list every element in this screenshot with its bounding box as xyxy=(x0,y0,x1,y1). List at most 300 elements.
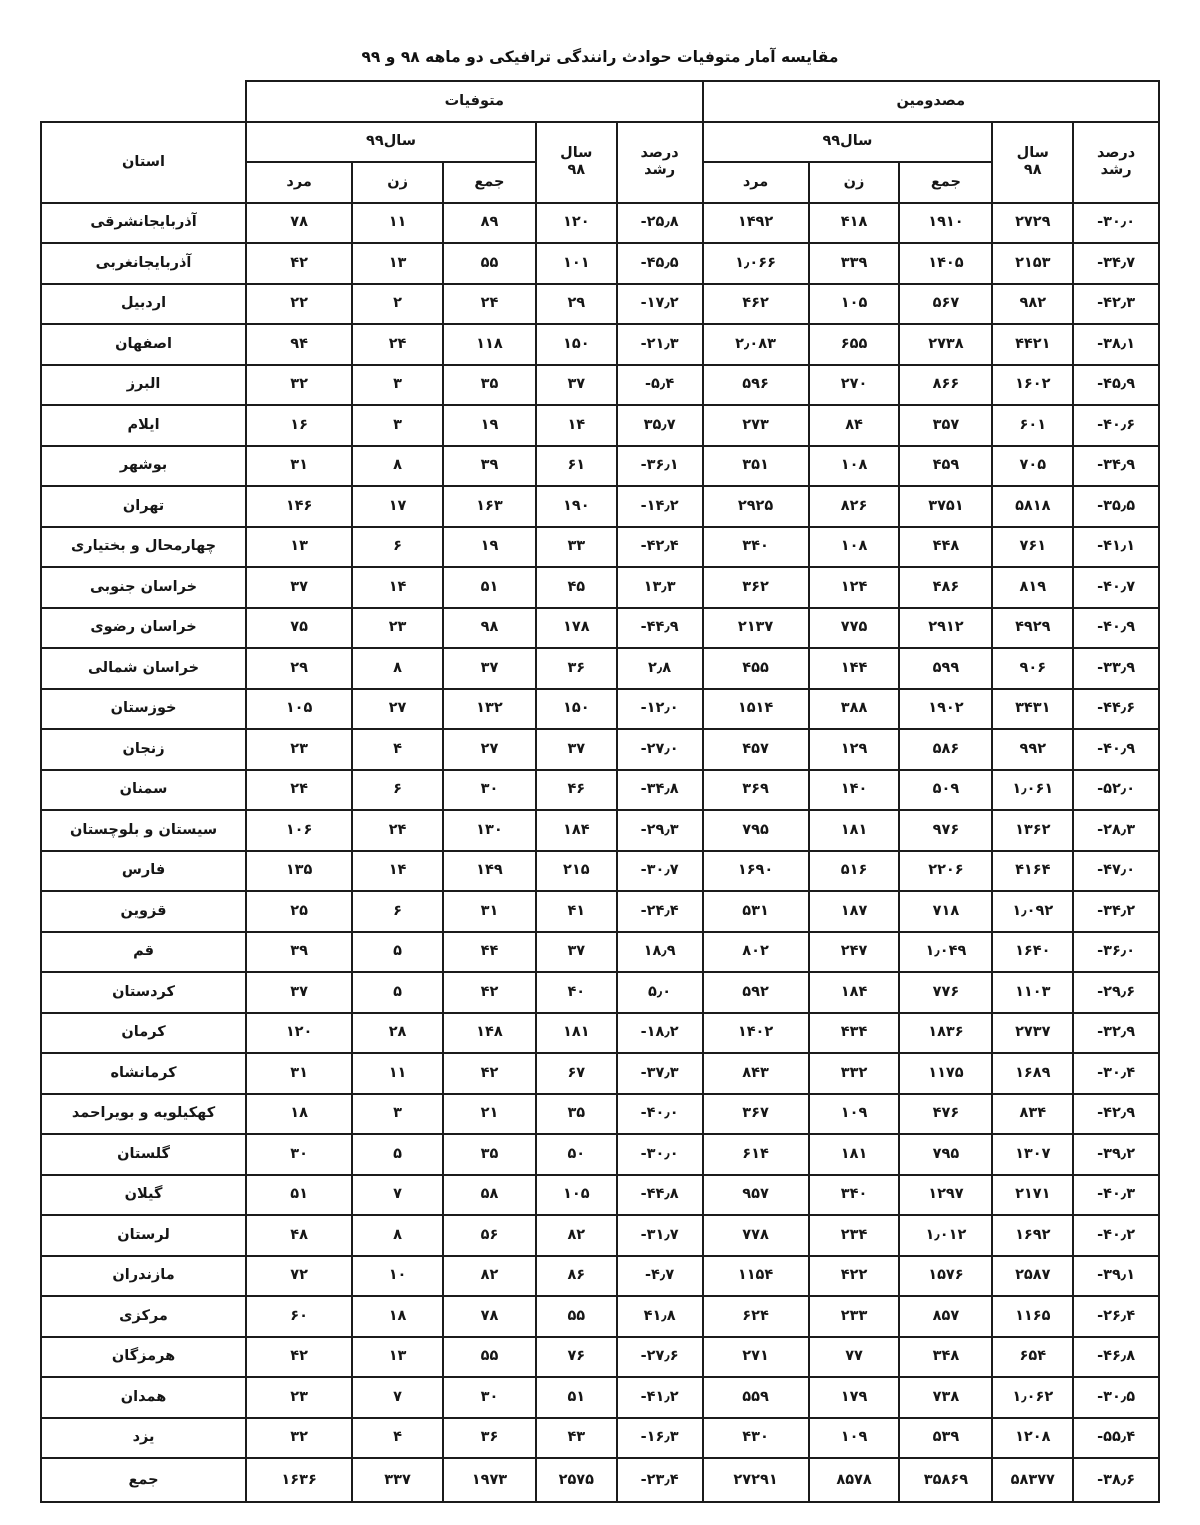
cell-injured-female: ۱۸۱ xyxy=(809,810,900,851)
header-injured-female: زن xyxy=(809,162,900,203)
cell-deaths-growth: ۱۸٫۹ xyxy=(617,932,703,973)
cell-deaths-year98: ۱۴ xyxy=(536,405,617,446)
header-deaths-year99: سال۹۹ xyxy=(246,122,536,163)
cell-injured-female: ۲۳۴ xyxy=(809,1215,900,1256)
cell-deaths-female: ۱۴ xyxy=(352,567,443,608)
table-row xyxy=(41,1377,1159,1418)
total-injured-year98: ۵۸۳۷۷ xyxy=(992,1458,1073,1502)
cell-deaths-year98: ۳۷ xyxy=(536,365,617,406)
cell-injured-male: ۵۹۲ xyxy=(703,972,809,1013)
cell-injured-sum: ۱٫۰۱۲ xyxy=(899,1215,992,1256)
cell-injured-female: ۴۳۴ xyxy=(809,1013,900,1054)
cell-province: لرستان xyxy=(41,1215,246,1256)
cell-deaths-female: ۲۳ xyxy=(352,608,443,649)
cell-deaths-male: ۳۲ xyxy=(246,1418,352,1459)
group-header-deaths: متوفیات xyxy=(246,81,702,122)
cell-deaths-growth: ۱۶٫۳- xyxy=(617,1418,703,1459)
cell-injured-female: ۶۵۵ xyxy=(809,324,900,365)
cell-deaths-female: ۴ xyxy=(352,729,443,770)
cell-province: گلستان xyxy=(41,1134,246,1175)
table-row xyxy=(41,567,1159,608)
cell-deaths-female: ۲۴ xyxy=(352,810,443,851)
cell-injured-sum: ۵۸۶ xyxy=(899,729,992,770)
cell-province: گیلان xyxy=(41,1175,246,1216)
cell-injured-year98: ۵۸۱۸ xyxy=(992,486,1073,527)
cell-deaths-growth: ۲۷٫۰- xyxy=(617,729,703,770)
cell-injured-growth: ۴۰٫۹- xyxy=(1073,608,1159,649)
table-row xyxy=(41,1175,1159,1216)
cell-deaths-year98: ۱۷۸ xyxy=(536,608,617,649)
table-row xyxy=(41,405,1159,446)
header-injured-growth-line1: درصد xyxy=(1096,145,1136,162)
cell-deaths-year98: ۴۵ xyxy=(536,567,617,608)
cell-injured-growth: ۴۵٫۹- xyxy=(1073,365,1159,406)
cell-province: خراسان رضوی xyxy=(41,608,246,649)
table-body xyxy=(41,203,1159,1503)
table-row xyxy=(41,284,1159,325)
cell-province: خوزستان xyxy=(41,689,246,730)
cell-province: هرمزگان xyxy=(41,1337,246,1378)
table-row xyxy=(41,365,1159,406)
cell-injured-growth: ۲۹٫۶- xyxy=(1073,972,1159,1013)
cell-injured-sum: ۵۳۹ xyxy=(899,1418,992,1459)
cell-deaths-female: ۸ xyxy=(352,648,443,689)
cell-injured-sum: ۳۷۵۱ xyxy=(899,486,992,527)
cell-deaths-female: ۴ xyxy=(352,1418,443,1459)
cell-deaths-male: ۷۲ xyxy=(246,1256,352,1297)
cell-deaths-year98: ۲۱۵ xyxy=(536,851,617,892)
cell-injured-female: ۱۰۹ xyxy=(809,1094,900,1135)
cell-injured-year98: ۸۱۹ xyxy=(992,567,1073,608)
cell-injured-female: ۱۸۴ xyxy=(809,972,900,1013)
cell-injured-female: ۱۰۹ xyxy=(809,1418,900,1459)
cell-province: فارس xyxy=(41,851,246,892)
table-container xyxy=(0,80,1200,1503)
cell-deaths-year98: ۳۵ xyxy=(536,1094,617,1135)
cell-deaths-sum: ۳۰ xyxy=(443,770,536,811)
cell-deaths-male: ۷۵ xyxy=(246,608,352,649)
total-injured-sum: ۳۵۸۶۹ xyxy=(899,1458,992,1502)
table-total-row xyxy=(41,1458,1159,1502)
header-year-row xyxy=(41,122,1159,163)
table-row xyxy=(41,972,1159,1013)
cell-deaths-growth: ۱۴٫۲- xyxy=(617,486,703,527)
table-row xyxy=(41,648,1159,689)
table-row xyxy=(41,891,1159,932)
cell-deaths-growth: ۴۴٫۹- xyxy=(617,608,703,649)
cell-province: اردبیل xyxy=(41,284,246,325)
cell-deaths-growth: ۳۵٫۷ xyxy=(617,405,703,446)
table-row xyxy=(41,1337,1159,1378)
cell-deaths-growth: ۲۵٫۸- xyxy=(617,203,703,244)
cell-injured-growth: ۳۹٫۲- xyxy=(1073,1134,1159,1175)
cell-deaths-sum: ۱۳۰ xyxy=(443,810,536,851)
cell-deaths-year98: ۱۰۵ xyxy=(536,1175,617,1216)
cell-deaths-growth: ۲۴٫۴- xyxy=(617,891,703,932)
cell-deaths-male: ۱۰۵ xyxy=(246,689,352,730)
cell-deaths-sum: ۵۱ xyxy=(443,567,536,608)
cell-injured-growth: ۳۲٫۹- xyxy=(1073,1013,1159,1054)
cell-injured-male: ۷۷۸ xyxy=(703,1215,809,1256)
cell-deaths-female: ۷ xyxy=(352,1175,443,1216)
header-deaths-year98-line2: ۹۸ xyxy=(567,162,586,178)
cell-injured-female: ۳۸۸ xyxy=(809,689,900,730)
cell-deaths-female: ۳ xyxy=(352,365,443,406)
cell-deaths-male: ۳۱ xyxy=(246,1053,352,1094)
cell-injured-sum: ۱۹۱۰ xyxy=(899,203,992,244)
cell-deaths-sum: ۵۶ xyxy=(443,1215,536,1256)
cell-deaths-male: ۴۸ xyxy=(246,1215,352,1256)
cell-injured-sum: ۱۵۷۶ xyxy=(899,1256,992,1297)
cell-injured-sum: ۲۹۱۲ xyxy=(899,608,992,649)
cell-injured-male: ۳۶۹ xyxy=(703,770,809,811)
table-row xyxy=(41,527,1159,568)
cell-deaths-sum: ۱۶۳ xyxy=(443,486,536,527)
cell-province: مرکزی xyxy=(41,1296,246,1337)
cell-injured-female: ۸۴ xyxy=(809,405,900,446)
cell-injured-male: ۸۰۲ xyxy=(703,932,809,973)
total-deaths-male: ۱۶۳۶ xyxy=(246,1458,352,1502)
page-title: مقایسه آمار متوفیات حوادث رانندگی ترافیکی دو ماهه ۹۸ و ۹۹ xyxy=(361,48,839,66)
header-injured-year99: سال۹۹ xyxy=(703,122,993,163)
cell-injured-male: ۲٫۰۸۳ xyxy=(703,324,809,365)
cell-deaths-year98: ۱۰۱ xyxy=(536,243,617,284)
cell-province: سیستان و بلوچستان xyxy=(41,810,246,851)
cell-deaths-male: ۲۵ xyxy=(246,891,352,932)
cell-injured-female: ۱۸۷ xyxy=(809,891,900,932)
table-row xyxy=(41,203,1159,244)
cell-injured-growth: ۵۵٫۴- xyxy=(1073,1418,1159,1459)
header-deaths-growth-percent xyxy=(617,122,703,203)
cell-injured-growth: ۳۴٫۲- xyxy=(1073,891,1159,932)
cell-deaths-year98: ۵۵ xyxy=(536,1296,617,1337)
table-row xyxy=(41,729,1159,770)
cell-deaths-female: ۱۳ xyxy=(352,1337,443,1378)
cell-province: ایلام xyxy=(41,405,246,446)
cell-province: البرز xyxy=(41,365,246,406)
header-injured-growth-percent xyxy=(1073,122,1159,203)
cell-deaths-female: ۲ xyxy=(352,284,443,325)
cell-deaths-female: ۲۷ xyxy=(352,689,443,730)
cell-injured-year98: ۴۴۲۱ xyxy=(992,324,1073,365)
cell-injured-male: ۵۳۱ xyxy=(703,891,809,932)
cell-deaths-year98: ۵۱ xyxy=(536,1377,617,1418)
cell-deaths-male: ۳۷ xyxy=(246,972,352,1013)
cell-injured-female: ۱۰۵ xyxy=(809,284,900,325)
cell-injured-female: ۲۷۰ xyxy=(809,365,900,406)
header-injured-year98 xyxy=(992,122,1073,203)
cell-deaths-sum: ۳۷ xyxy=(443,648,536,689)
cell-deaths-year98: ۳۶ xyxy=(536,648,617,689)
cell-deaths-year98: ۱۹۰ xyxy=(536,486,617,527)
cell-injured-growth: ۳۰٫۰- xyxy=(1073,203,1159,244)
cell-injured-female: ۱۲۹ xyxy=(809,729,900,770)
cell-deaths-female: ۶ xyxy=(352,770,443,811)
table-row xyxy=(41,1013,1159,1054)
cell-injured-female: ۳۳۹ xyxy=(809,243,900,284)
cell-deaths-male: ۲۹ xyxy=(246,648,352,689)
cell-province: بوشهر xyxy=(41,446,246,487)
cell-deaths-female: ۱۳ xyxy=(352,243,443,284)
total-deaths-sum: ۱۹۷۳ xyxy=(443,1458,536,1502)
cell-province: قزوین xyxy=(41,891,246,932)
cell-deaths-male: ۱۳ xyxy=(246,527,352,568)
cell-injured-growth: ۲۶٫۴- xyxy=(1073,1296,1159,1337)
cell-injured-female: ۲۴۷ xyxy=(809,932,900,973)
cell-province: چهارمحال و بختیاری xyxy=(41,527,246,568)
cell-deaths-growth: ۲٫۸ xyxy=(617,648,703,689)
cell-injured-year98: ۹۹۲ xyxy=(992,729,1073,770)
cell-injured-female: ۷۷۵ xyxy=(809,608,900,649)
total-injured-female: ۸۵۷۸ xyxy=(809,1458,900,1502)
cell-deaths-male: ۳۲ xyxy=(246,365,352,406)
cell-injured-year98: ۱۳۰۷ xyxy=(992,1134,1073,1175)
cell-injured-male: ۵۹۶ xyxy=(703,365,809,406)
cell-injured-female: ۳۳۲ xyxy=(809,1053,900,1094)
cell-injured-sum: ۴۴۸ xyxy=(899,527,992,568)
cell-injured-male: ۶۱۴ xyxy=(703,1134,809,1175)
cell-deaths-female: ۲۴ xyxy=(352,324,443,365)
cell-deaths-year98: ۳۳ xyxy=(536,527,617,568)
cell-deaths-male: ۴۲ xyxy=(246,243,352,284)
cell-injured-sum: ۱٫۰۴۹ xyxy=(899,932,992,973)
cell-injured-sum: ۷۹۵ xyxy=(899,1134,992,1175)
header-deaths-year98 xyxy=(536,122,617,203)
cell-deaths-male: ۱۳۵ xyxy=(246,851,352,892)
cell-injured-sum: ۷۱۸ xyxy=(899,891,992,932)
cell-province: سمنان xyxy=(41,770,246,811)
cell-injured-year98: ۳۴۳۱ xyxy=(992,689,1073,730)
cell-injured-year98: ۱٫۰۹۲ xyxy=(992,891,1073,932)
cell-injured-female: ۱۰۸ xyxy=(809,527,900,568)
header-injured-year98-line2: ۹۸ xyxy=(1023,162,1042,178)
cell-injured-growth: ۴۱٫۱- xyxy=(1073,527,1159,568)
cell-injured-year98: ۶۵۴ xyxy=(992,1337,1073,1378)
cell-injured-sum: ۴۸۶ xyxy=(899,567,992,608)
cell-injured-male: ۳۵۱ xyxy=(703,446,809,487)
header-group-row xyxy=(41,81,1159,122)
cell-injured-growth: ۳۵٫۵- xyxy=(1073,486,1159,527)
cell-deaths-growth: ۴۱٫۲- xyxy=(617,1377,703,1418)
cell-deaths-male: ۴۲ xyxy=(246,1337,352,1378)
cell-injured-sum: ۹۷۶ xyxy=(899,810,992,851)
cell-injured-male: ۴۶۲ xyxy=(703,284,809,325)
cell-injured-male: ۶۲۴ xyxy=(703,1296,809,1337)
cell-injured-growth: ۴۶٫۸- xyxy=(1073,1337,1159,1378)
cell-province: کردستان xyxy=(41,972,246,1013)
cell-injured-sum: ۳۵۷ xyxy=(899,405,992,446)
cell-deaths-year98: ۱۵۰ xyxy=(536,324,617,365)
cell-deaths-female: ۷ xyxy=(352,1377,443,1418)
cell-province: کرمان xyxy=(41,1013,246,1054)
cell-injured-year98: ۴۱۶۴ xyxy=(992,851,1073,892)
cell-injured-male: ۸۴۳ xyxy=(703,1053,809,1094)
cell-injured-female: ۱۰۸ xyxy=(809,446,900,487)
traffic-fatalities-table xyxy=(40,80,1160,1503)
cell-deaths-growth: ۴۴٫۸- xyxy=(617,1175,703,1216)
cell-province: آذربایجانغربی xyxy=(41,243,246,284)
cell-province: تهران xyxy=(41,486,246,527)
cell-injured-year98: ۱۶۸۹ xyxy=(992,1053,1073,1094)
header-deaths-growth-line1: درصد xyxy=(640,145,679,162)
cell-deaths-sum: ۴۴ xyxy=(443,932,536,973)
cell-injured-sum: ۱۹۰۲ xyxy=(899,689,992,730)
cell-deaths-year98: ۶۷ xyxy=(536,1053,617,1094)
cell-deaths-female: ۶ xyxy=(352,527,443,568)
cell-deaths-growth: ۲۷٫۶- xyxy=(617,1337,703,1378)
cell-injured-female: ۴۲۲ xyxy=(809,1256,900,1297)
cell-deaths-male: ۱۲۰ xyxy=(246,1013,352,1054)
cell-injured-year98: ۷۶۱ xyxy=(992,527,1073,568)
cell-injured-year98: ۱۲۰۸ xyxy=(992,1418,1073,1459)
cell-injured-growth: ۴۰٫۷- xyxy=(1073,567,1159,608)
cell-injured-female: ۲۳۳ xyxy=(809,1296,900,1337)
cell-deaths-sum: ۵۸ xyxy=(443,1175,536,1216)
table-row xyxy=(41,324,1159,365)
cell-injured-year98: ۱۱۰۳ xyxy=(992,972,1073,1013)
cell-province: زنجان xyxy=(41,729,246,770)
cell-deaths-sum: ۱۹ xyxy=(443,527,536,568)
header-deaths-female: زن xyxy=(352,162,443,203)
cell-deaths-male: ۶۰ xyxy=(246,1296,352,1337)
cell-deaths-year98: ۳۷ xyxy=(536,729,617,770)
table-row xyxy=(41,243,1159,284)
cell-deaths-year98: ۴۳ xyxy=(536,1418,617,1459)
cell-deaths-growth: ۲۹٫۳- xyxy=(617,810,703,851)
cell-deaths-male: ۵۱ xyxy=(246,1175,352,1216)
cell-injured-sum: ۷۷۶ xyxy=(899,972,992,1013)
table-row xyxy=(41,1053,1159,1094)
cell-injured-female: ۱۷۹ xyxy=(809,1377,900,1418)
cell-injured-female: ۱۸۱ xyxy=(809,1134,900,1175)
cell-injured-male: ۲۹۲۵ xyxy=(703,486,809,527)
cell-injured-sum: ۲۷۳۸ xyxy=(899,324,992,365)
group-header-injured: مصدومین xyxy=(703,81,1159,122)
cell-deaths-female: ۵ xyxy=(352,1134,443,1175)
cell-injured-female: ۷۷ xyxy=(809,1337,900,1378)
cell-province: کرمانشاه xyxy=(41,1053,246,1094)
cell-injured-growth: ۳۶٫۰- xyxy=(1073,932,1159,973)
cell-injured-male: ۴۳۰ xyxy=(703,1418,809,1459)
cell-injured-sum: ۵۹۹ xyxy=(899,648,992,689)
cell-injured-male: ۳۶۲ xyxy=(703,567,809,608)
table-row xyxy=(41,770,1159,811)
cell-injured-sum: ۲۲۰۶ xyxy=(899,851,992,892)
cell-injured-male: ۷۹۵ xyxy=(703,810,809,851)
cell-injured-male: ۹۵۷ xyxy=(703,1175,809,1216)
cell-deaths-female: ۱۴ xyxy=(352,851,443,892)
cell-injured-growth: ۴۰٫۲- xyxy=(1073,1215,1159,1256)
cell-deaths-sum: ۱۹ xyxy=(443,405,536,446)
cell-province: قم xyxy=(41,932,246,973)
cell-deaths-growth: ۳۰٫۰- xyxy=(617,1134,703,1175)
cell-deaths-growth: ۴٫۷- xyxy=(617,1256,703,1297)
cell-deaths-male: ۲۲ xyxy=(246,284,352,325)
cell-injured-sum: ۴۷۶ xyxy=(899,1094,992,1135)
cell-injured-sum: ۸۶۶ xyxy=(899,365,992,406)
cell-deaths-year98: ۱۸۱ xyxy=(536,1013,617,1054)
table-row xyxy=(41,1094,1159,1135)
cell-injured-year98: ۲۵۸۷ xyxy=(992,1256,1073,1297)
cell-deaths-female: ۱۸ xyxy=(352,1296,443,1337)
cell-deaths-year98: ۱۲۰ xyxy=(536,203,617,244)
cell-injured-female: ۸۲۶ xyxy=(809,486,900,527)
cell-injured-female: ۱۲۴ xyxy=(809,567,900,608)
cell-deaths-year98: ۴۰ xyxy=(536,972,617,1013)
cell-deaths-growth: ۳۷٫۳- xyxy=(617,1053,703,1094)
cell-injured-growth: ۴۰٫۳- xyxy=(1073,1175,1159,1216)
cell-deaths-sum: ۳۰ xyxy=(443,1377,536,1418)
cell-province: اصفهان xyxy=(41,324,246,365)
cell-deaths-sum: ۱۴۹ xyxy=(443,851,536,892)
cell-injured-growth: ۴۲٫۹- xyxy=(1073,1094,1159,1135)
cell-injured-male: ۲۷۱ xyxy=(703,1337,809,1378)
header-deaths-growth-line2: رشد xyxy=(644,162,676,178)
cell-injured-year98: ۲۱۵۳ xyxy=(992,243,1073,284)
cell-deaths-growth: ۳۱٫۷- xyxy=(617,1215,703,1256)
cell-deaths-growth: ۴۰٫۰- xyxy=(617,1094,703,1135)
cell-deaths-sum: ۳۵ xyxy=(443,1134,536,1175)
cell-injured-year98: ۹۰۶ xyxy=(992,648,1073,689)
cell-deaths-female: ۶ xyxy=(352,891,443,932)
cell-injured-sum: ۷۳۸ xyxy=(899,1377,992,1418)
cell-deaths-sum: ۴۲ xyxy=(443,1053,536,1094)
header-province: استان xyxy=(41,122,246,203)
cell-deaths-sum: ۱۱۸ xyxy=(443,324,536,365)
cell-deaths-year98: ۶۱ xyxy=(536,446,617,487)
cell-deaths-female: ۱۰ xyxy=(352,1256,443,1297)
cell-injured-sum: ۱۴۰۵ xyxy=(899,243,992,284)
cell-injured-sum: ۵۶۷ xyxy=(899,284,992,325)
cell-injured-growth: ۳۰٫۵- xyxy=(1073,1377,1159,1418)
cell-injured-female: ۱۴۰ xyxy=(809,770,900,811)
total-label: جمع xyxy=(41,1458,246,1502)
cell-injured-growth: ۳۸٫۱- xyxy=(1073,324,1159,365)
cell-deaths-female: ۵ xyxy=(352,932,443,973)
cell-deaths-growth: ۱۷٫۲- xyxy=(617,284,703,325)
cell-injured-year98: ۴۹۲۹ xyxy=(992,608,1073,649)
cell-injured-growth: ۳۰٫۴- xyxy=(1073,1053,1159,1094)
cell-injured-year98: ۱۶۰۲ xyxy=(992,365,1073,406)
cell-deaths-sum: ۲۴ xyxy=(443,284,536,325)
cell-injured-growth: ۳۳٫۹- xyxy=(1073,648,1159,689)
table-row xyxy=(41,851,1159,892)
cell-deaths-growth: ۴۵٫۵- xyxy=(617,243,703,284)
cell-injured-male: ۲۱۳۷ xyxy=(703,608,809,649)
cell-deaths-year98: ۷۶ xyxy=(536,1337,617,1378)
cell-injured-male: ۱۶۹۰ xyxy=(703,851,809,892)
cell-deaths-sum: ۷۸ xyxy=(443,1296,536,1337)
header-injured-sum: جمع xyxy=(899,162,992,203)
cell-injured-sum: ۱۱۷۵ xyxy=(899,1053,992,1094)
cell-injured-growth: ۳۴٫۹- xyxy=(1073,446,1159,487)
cell-deaths-male: ۲۳ xyxy=(246,729,352,770)
cell-injured-growth: ۴۴٫۶- xyxy=(1073,689,1159,730)
cell-deaths-sum: ۱۳۲ xyxy=(443,689,536,730)
cell-injured-growth: ۳۹٫۱- xyxy=(1073,1256,1159,1297)
cell-deaths-growth: ۲۱٫۳- xyxy=(617,324,703,365)
cell-deaths-year98: ۸۲ xyxy=(536,1215,617,1256)
cell-injured-sum: ۱۸۳۶ xyxy=(899,1013,992,1054)
cell-deaths-growth: ۱۸٫۲- xyxy=(617,1013,703,1054)
cell-deaths-female: ۳ xyxy=(352,1094,443,1135)
cell-injured-growth: ۴۷٫۰- xyxy=(1073,851,1159,892)
table-row xyxy=(41,1418,1159,1459)
cell-deaths-growth: ۵٫۰ xyxy=(617,972,703,1013)
cell-injured-year98: ۱۳۶۲ xyxy=(992,810,1073,851)
cell-deaths-year98: ۵۰ xyxy=(536,1134,617,1175)
table-row xyxy=(41,1134,1159,1175)
